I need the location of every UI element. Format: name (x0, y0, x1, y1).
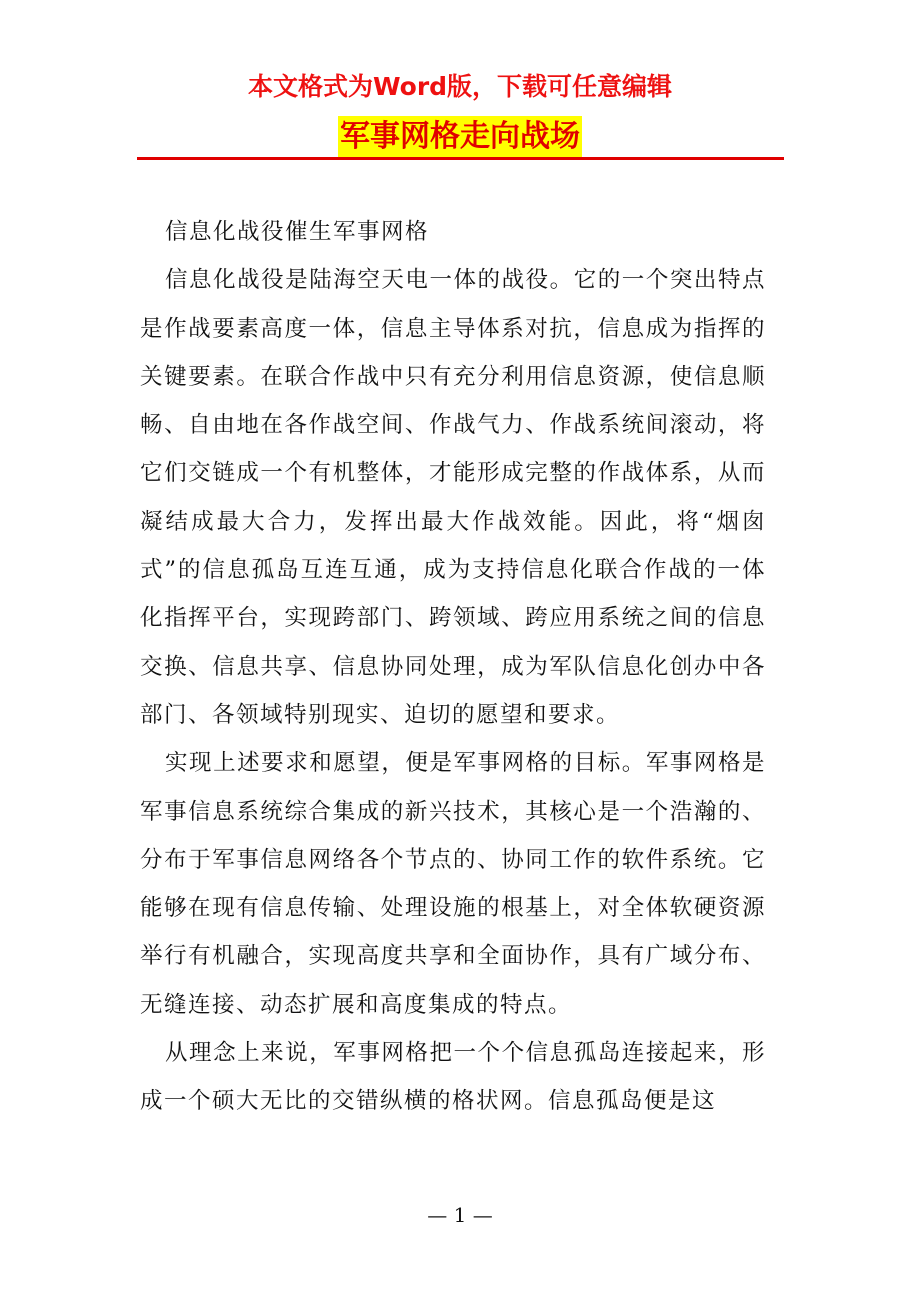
title-container (0, 116, 920, 158)
document-body (140, 208, 766, 1126)
paragraph: 从理念上来说，军事网格把一个个信息孤岛连接起来，形成一个硕大无比的交错纵横的格状网。信息孤岛便是这 (140, 1040, 766, 1115)
section-heading: 信息化战役催生军事网格 (165, 219, 430, 245)
paragraph: 信息化战役是陆海空天电一体的战役。它的一个突出特点是作战要素高度一体，信息主导体系对抗，信息成为指挥的关键要素。在联合作战中只有充分利用信息资源，使信息顺畅、自由地在各作战空间、作战气力、作战系统间滚动，将它们交链成一个有机整体，才能形成完整的作战体系，从而凝结成最大合力，发挥出最大作战效能。因此，将“烟囱式”的信息孤岛互连互通，成为支持信息化联合作战的一体化指挥平台，实现跨部门、跨领域、跨应用系统之间的信息交换、信息共享、信息协同处理，成为军队信息化创办中各部门、各领域特别现实、迫切的愿望和要求。 (140, 267, 766, 728)
page-number: — 1 — (427, 1203, 493, 1227)
document-title: 军事网格走向战场 (338, 116, 582, 158)
paragraph: 实现上述要求和愿望，便是军事网格的目标。军事网格是军事信息系统综合集成的新兴技术，其核心是一个浩瀚的、分布于军事信息网络各个节点的、协同工作的软件系统。它能够在现有信息传输、处理设施的根基上，对全体软硬资源举行有机融合，实现高度共享和全面协作，具有广域分布、无缝连接、动态扩展和高度集成的特点。 (140, 750, 766, 1018)
title-divider (137, 157, 784, 160)
format-notice: 本文格式为Word版，下载可任意编辑 (247, 72, 673, 101)
